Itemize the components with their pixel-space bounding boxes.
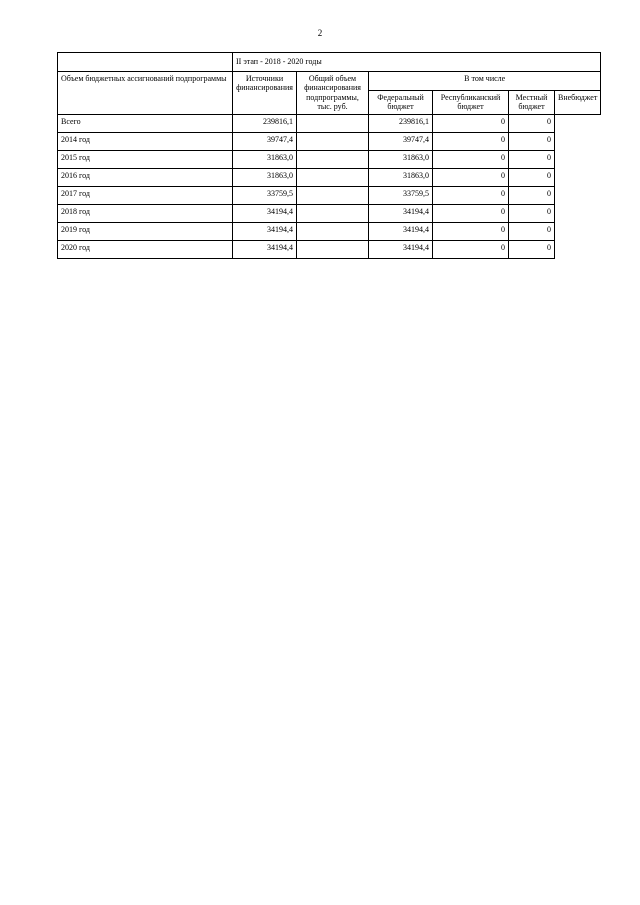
cell-federal xyxy=(297,150,369,168)
stage-row xyxy=(58,53,601,72)
table-row xyxy=(58,150,601,168)
cell-local: 0 xyxy=(433,222,509,240)
cell-extra: 0 xyxy=(509,168,555,186)
cell-local: 0 xyxy=(433,168,509,186)
cell-republic: 31863,0 xyxy=(369,168,433,186)
cell-source: 2014 год xyxy=(58,132,233,150)
cell-federal xyxy=(297,222,369,240)
empty-cell xyxy=(58,53,233,72)
page-number: 2 xyxy=(317,28,323,38)
cell-total: 34194,4 xyxy=(233,240,297,258)
cell-local: 0 xyxy=(433,132,509,150)
cell-source: 2018 год xyxy=(58,204,233,222)
cell-extra: 0 xyxy=(509,186,555,204)
header-total: Общий объем финансирования подпрограммы, тыс. руб. xyxy=(297,71,369,114)
header-source: Источники финансирования xyxy=(233,71,297,114)
cell-extra: 0 xyxy=(509,114,555,132)
cell-local: 0 xyxy=(433,186,509,204)
table-row xyxy=(58,222,601,240)
cell-federal xyxy=(297,186,369,204)
cell-extra: 0 xyxy=(509,240,555,258)
header-republic: Республиканский бюджет xyxy=(433,90,509,114)
header-including: В том числе xyxy=(369,71,601,90)
cell-source: 2017 год xyxy=(58,186,233,204)
cell-republic: 34194,4 xyxy=(369,204,433,222)
cell-source: 2020 год xyxy=(58,240,233,258)
cell-republic: 31863,0 xyxy=(369,150,433,168)
cell-total: 239816,1 xyxy=(233,114,297,132)
header-extra: Внебюджет xyxy=(555,90,601,114)
table-row xyxy=(58,132,601,150)
cell-local: 0 xyxy=(433,240,509,258)
cell-total: 34194,4 xyxy=(233,204,297,222)
cell-local: 0 xyxy=(433,114,509,132)
cell-source: 2019 год xyxy=(58,222,233,240)
cell-source: 2016 год xyxy=(58,168,233,186)
header-local: Местный бюджет xyxy=(509,90,555,114)
cell-total: 31863,0 xyxy=(233,168,297,186)
cell-total: 34194,4 xyxy=(233,222,297,240)
cell-extra: 0 xyxy=(509,132,555,150)
cell-extra: 0 xyxy=(509,204,555,222)
header-federal: Федеральный бюджет xyxy=(369,90,433,114)
cell-republic: 39747,4 xyxy=(369,132,433,150)
table-row xyxy=(58,186,601,204)
table-row xyxy=(58,114,601,132)
table-row xyxy=(58,240,601,258)
cell-federal xyxy=(297,204,369,222)
budget-table xyxy=(57,52,601,259)
cell-source: 2015 год xyxy=(58,150,233,168)
table-row xyxy=(58,204,601,222)
cell-republic: 34194,4 xyxy=(369,222,433,240)
cell-total: 39747,4 xyxy=(233,132,297,150)
cell-federal xyxy=(297,114,369,132)
row-label: Объем бюджетных ассигнований подпрограммы xyxy=(58,71,233,114)
cell-federal xyxy=(297,168,369,186)
table-row xyxy=(58,168,601,186)
cell-republic: 239816,1 xyxy=(369,114,433,132)
cell-local: 0 xyxy=(433,204,509,222)
cell-extra: 0 xyxy=(509,222,555,240)
cell-source: Всего xyxy=(58,114,233,132)
stage-title: II этап - 2018 - 2020 годы xyxy=(233,53,601,72)
cell-total: 33759,5 xyxy=(233,186,297,204)
header-row xyxy=(58,71,601,90)
cell-federal xyxy=(297,132,369,150)
cell-republic: 34194,4 xyxy=(369,240,433,258)
cell-federal xyxy=(297,240,369,258)
cell-total: 31863,0 xyxy=(233,150,297,168)
cell-republic: 33759,5 xyxy=(369,186,433,204)
cell-extra: 0 xyxy=(509,150,555,168)
cell-local: 0 xyxy=(433,150,509,168)
